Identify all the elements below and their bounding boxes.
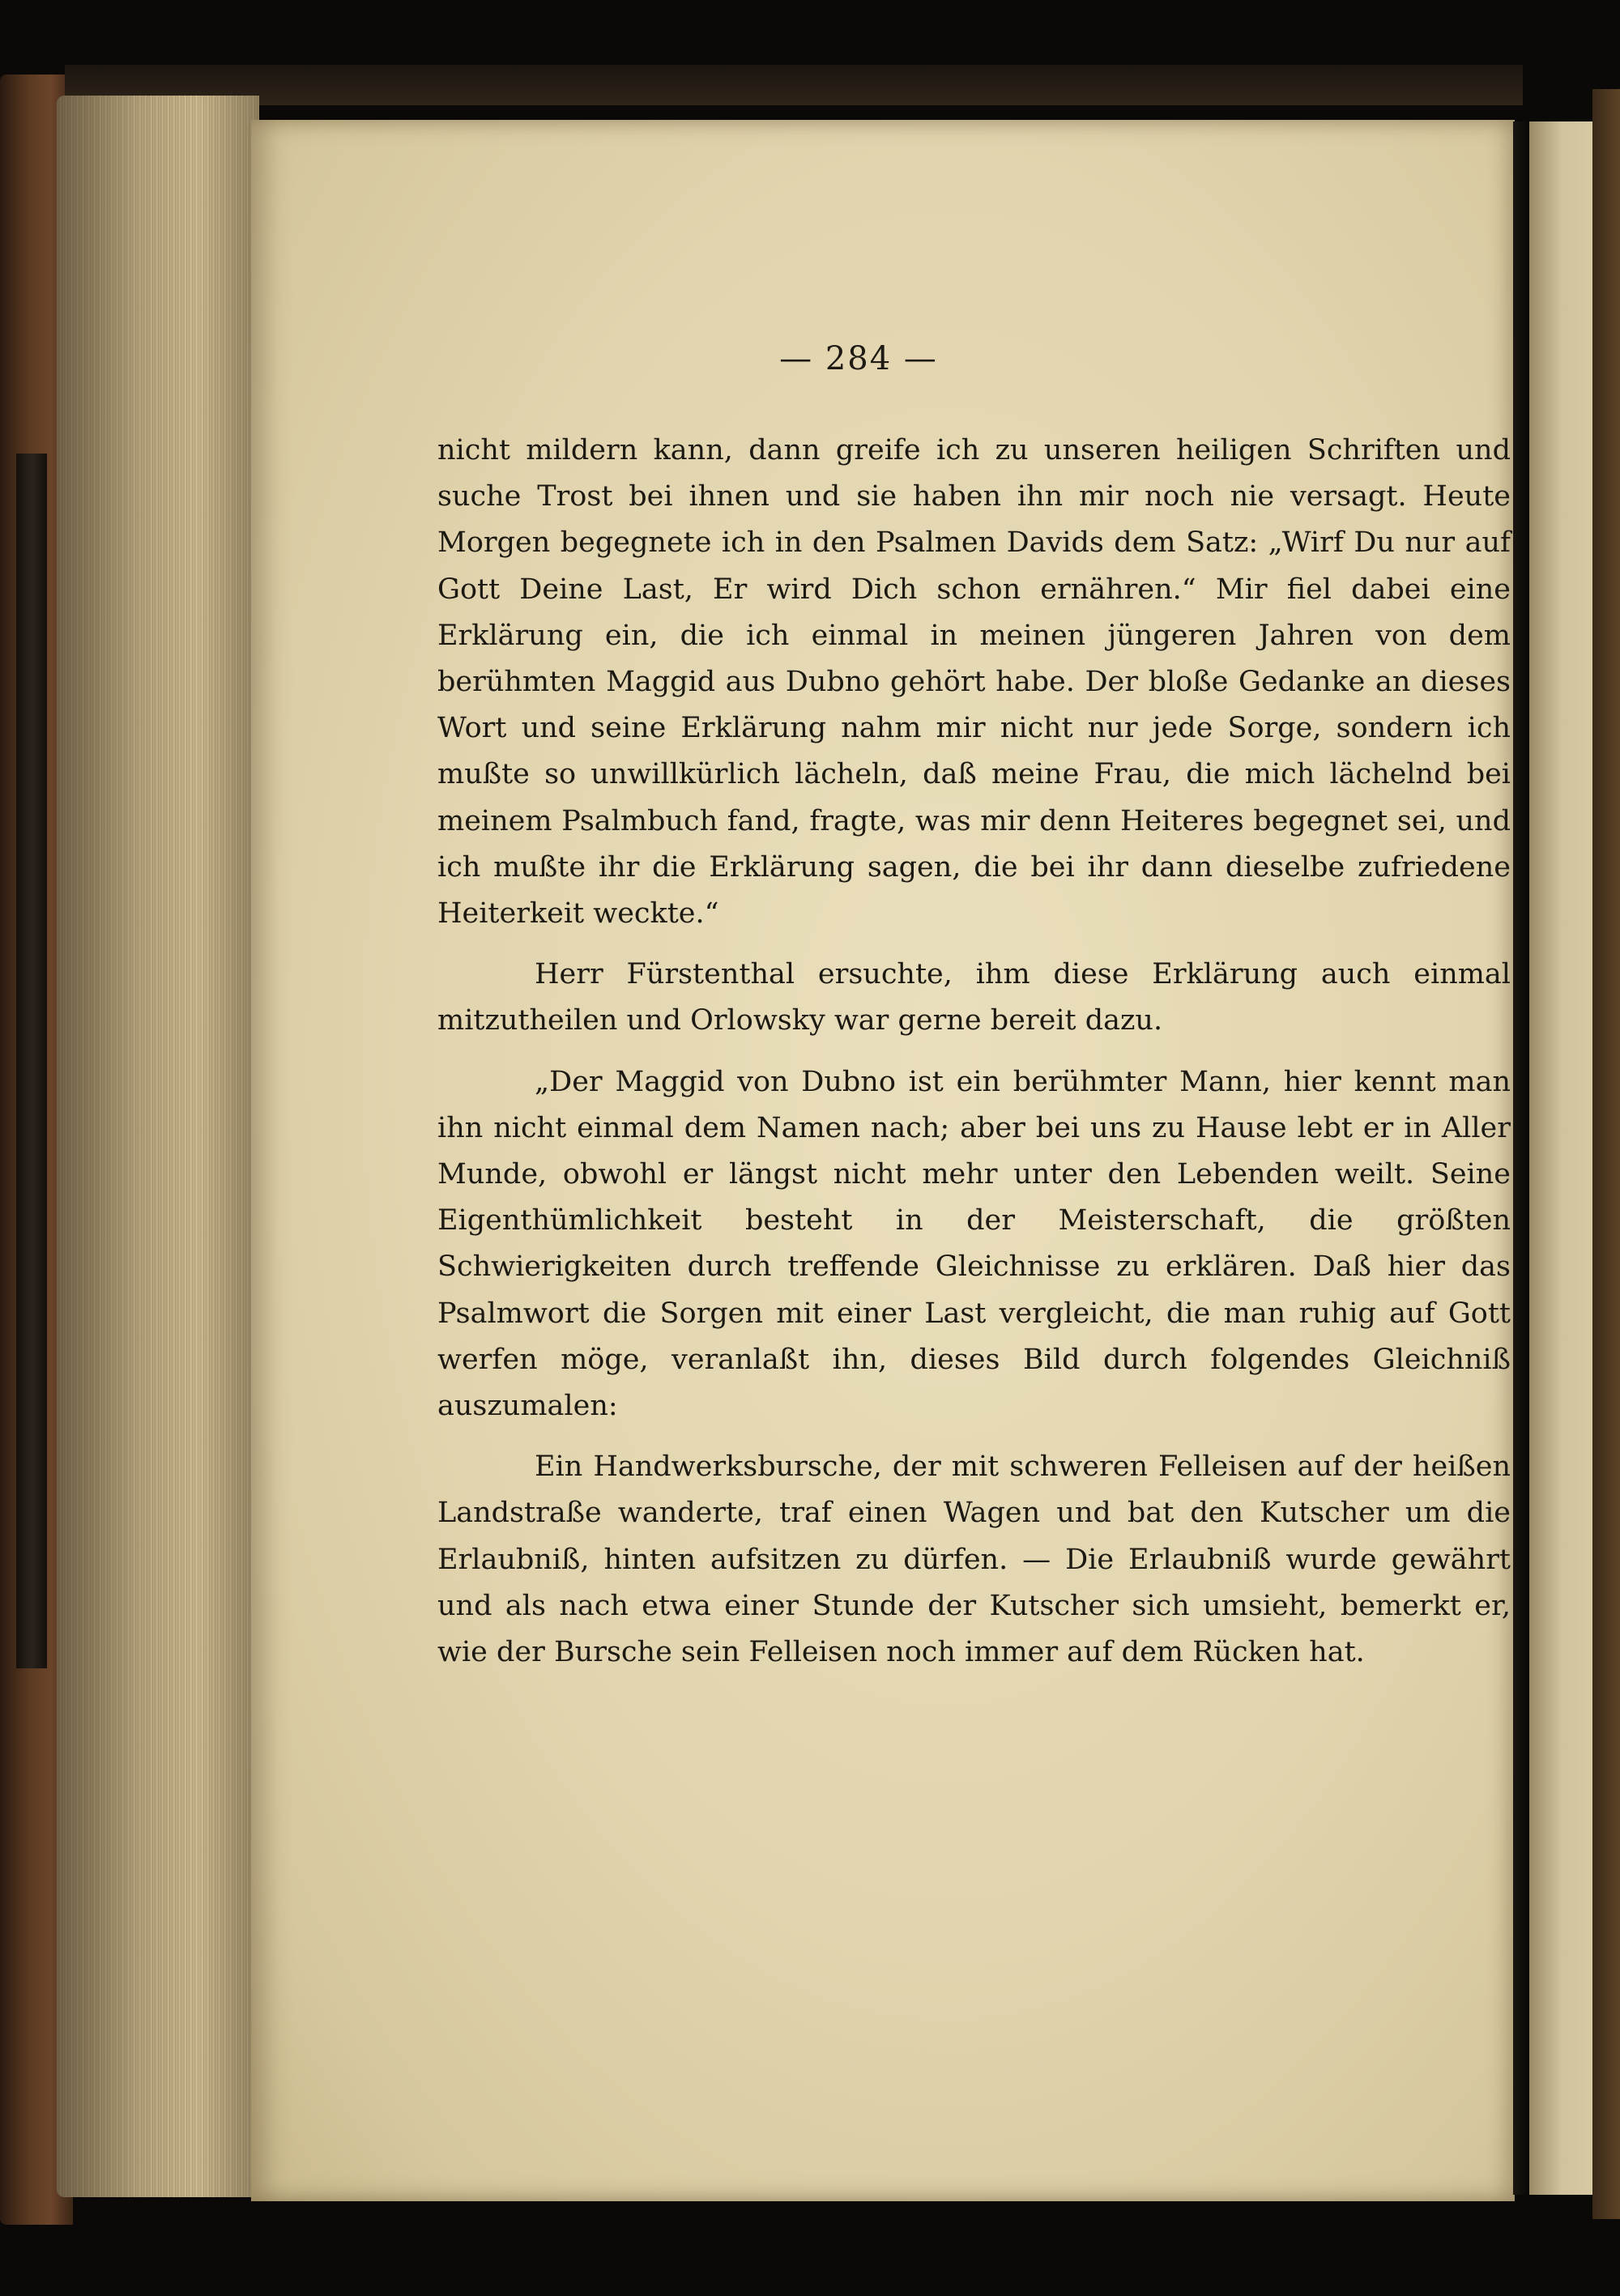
right-binding: [1592, 89, 1620, 2219]
page-edges-shadow: [57, 96, 259, 2197]
page-number: — 284 —: [779, 340, 938, 377]
paragraph-4: Ein Handwerksbursche, der mit schweren Felleisen auf der heißen Landstraße wanderte, traf einen Wagen und bat den Kutscher um die Erlaubniß, hinten aufsitzen zu dürfen. — Die Erlaubniß wurde gewährt und als nach etwa einer Stunde der Kutscher sich umsieht, bemerkt er, wie der Bursche sein Felleisen noch immer auf dem Rücken hat.: [437, 1450, 1511, 1669]
page-body: [437, 428, 1511, 1676]
paragraph-2: Herr Fürstenthal ersuchte, ihm diese Erklärung auch einmal mitzutheilen und Orlowsky war gerne bereit dazu.: [437, 958, 1511, 1037]
top-cover-edge: [65, 65, 1523, 105]
book-page: [251, 120, 1515, 2201]
book-gutter: [1513, 121, 1529, 2195]
cover-spine-strip: [16, 454, 47, 1668]
paragraph-1: nicht mildern kann, dann greife ich zu unseren heiligen Schriften und suche Trost bei ihnen und sie haben ihn mir noch nie versagt. Heute Morgen begegnete ich in den Psalmen Davids dem Satz: „Wirf Du nur auf Gott Deine Last, Er wird Dich schon ernähren.“ Mir fiel dabei eine Erklärung ein, die ich einmal in meinen jüngeren Jahren von dem berühmten Maggid aus Dubno gehört habe. Der bloße Gedanke an dieses Wort und seine Erklärung nahm mir nicht nur jede Sorge, sondern ich mußte so unwillkürlich lächeln, daß meine Frau, die mich lächelnd bei meinem Psalmbuch fand, fragte, was mir denn Heiteres begegnet sei, und ich mußte ihr die Erklärung sagen, die bei ihr dann dieselbe zufriedene Heiterkeit weckte.“: [437, 434, 1511, 931]
paragraph-3: „Der Maggid von Dubno ist ein berühmter Mann, hier kennt man ihn nicht einmal dem Namen nach; aber bei uns zu Hause lebt er in Aller Munde, obwohl er längst nicht mehr unter den Lebenden weilt. Seine Eigenthümlichkeit besteht in der Meisterschaft, die größten Schwierigkeiten durch treffende Gleichnisse zu erklären. Daß hier das Psalmwort die Sorgen mit einer Last vergleicht, die man ruhig auf Gott werfen möge, veranlaßt ihn, dieses Bild durch folgendes Gleichniß auszumalen:: [437, 1065, 1511, 1423]
